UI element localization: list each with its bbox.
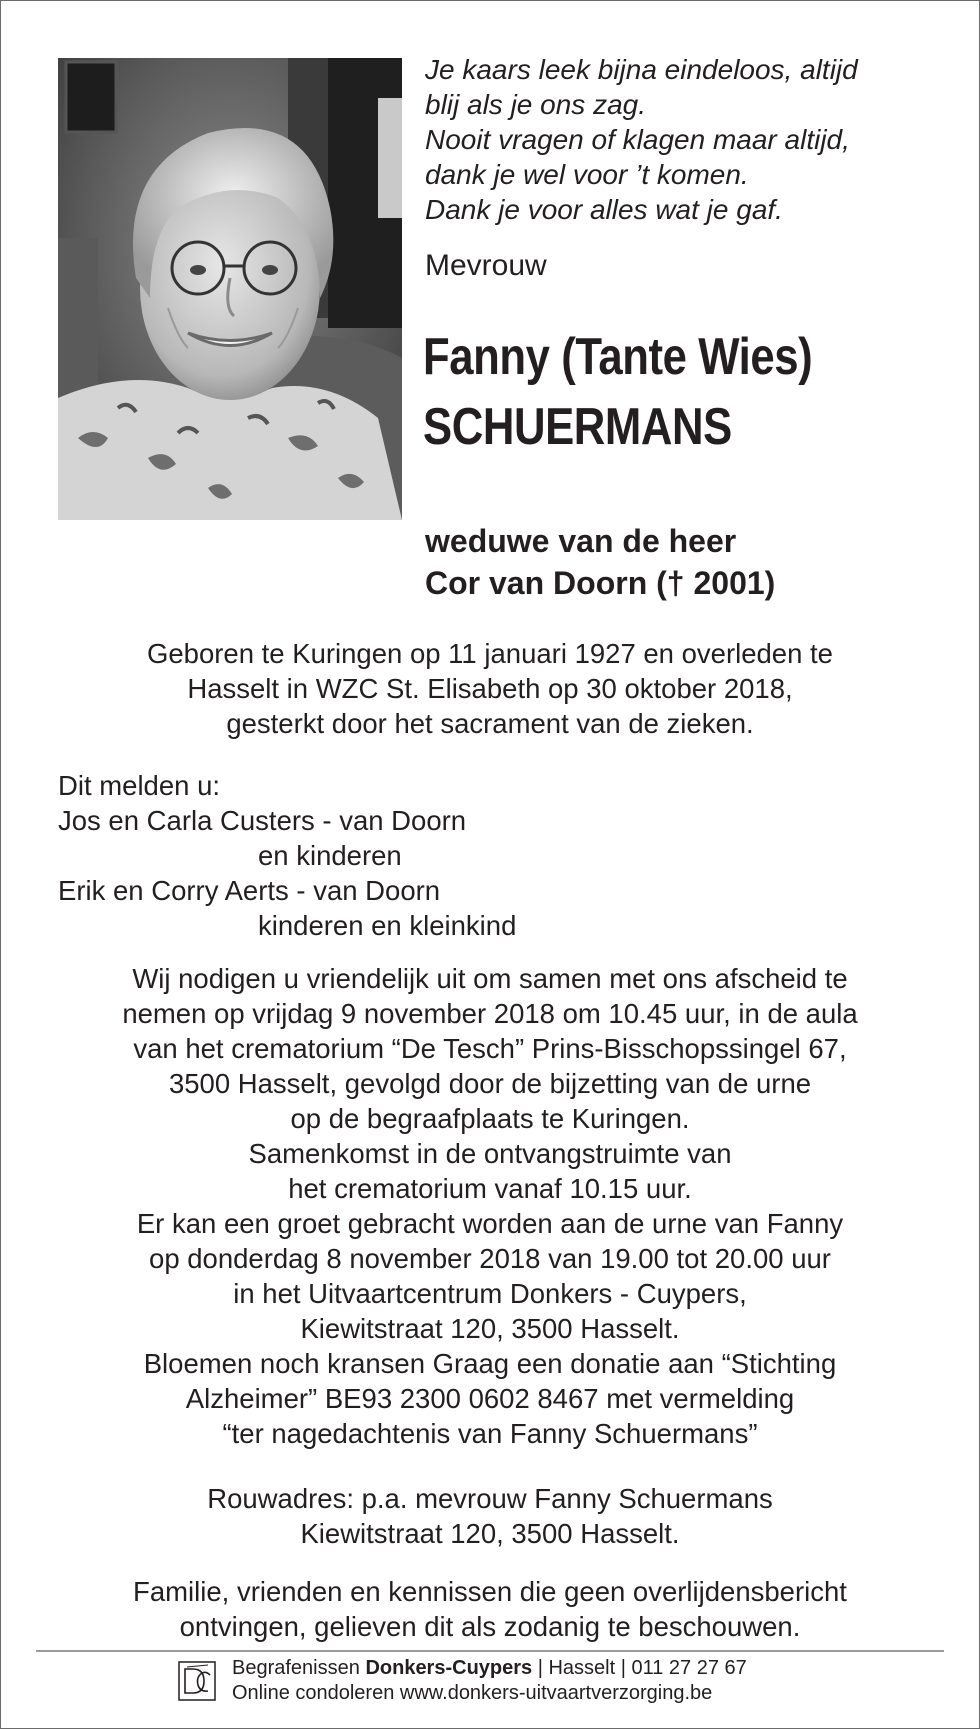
footer-location: | Hasselt | xyxy=(537,1657,626,1679)
poem-line: Je kaars leek bijna eindeloos, altijd xyxy=(425,54,858,85)
text-line: Kiewitstraat 120, 3500 Hasselt. xyxy=(300,1518,680,1549)
text-line: Rouwadres: p.a. mevrouw Fanny Schuermans xyxy=(207,1483,773,1514)
family-names: Jos en Carla Custers - van Doorn xyxy=(58,805,467,836)
spouse-name: Cor van Doorn († 2001) xyxy=(425,565,776,601)
family-descendants: kinderen en kleinkind xyxy=(258,910,517,941)
text-line: nemen op vrijdag 9 november 2018 om 10.45 uur, in de aula xyxy=(122,998,858,1029)
condolence-label: Online condoleren xyxy=(232,1682,395,1704)
text-line: 3500 Hasselt, gevolgd door de bijzetting van de urne xyxy=(168,1068,812,1099)
poem-line: dank je wel voor ’t komen. xyxy=(425,159,749,190)
poem xyxy=(425,52,945,227)
footer-text xyxy=(232,1656,747,1706)
text-line: Er kan een groet gebracht worden aan de urne van Fanny xyxy=(136,1208,844,1239)
family-announcement xyxy=(58,768,516,943)
website-link[interactable]: www.donkers-uitvaartverzorging.be xyxy=(399,1682,713,1704)
family-descendants: en kinderen xyxy=(258,840,402,871)
family-names: Erik en Corry Aerts - van Doorn xyxy=(58,875,441,906)
family-notice xyxy=(40,1574,940,1644)
birth-death-paragraph xyxy=(40,636,940,741)
text-line: Kiewitstraat 120, 3500 Hasselt. xyxy=(300,1313,680,1344)
funeral-home-line xyxy=(232,1656,747,1681)
text-line: “ter nagedachtenis van Fanny Schuermans” xyxy=(222,1418,758,1449)
poem-line: Nooit vragen of klagen maar altijd, xyxy=(425,124,850,155)
text-line: op de begraafplaats te Kuringen. xyxy=(290,1103,690,1134)
announcement-intro: Dit melden u: xyxy=(58,770,221,801)
deceased-surname: SCHUERMANS xyxy=(423,398,732,456)
text-line: Wij nodigen u vriendelijk uit om samen met ons afscheid te xyxy=(132,963,848,994)
text-line: ontvingen, gelieven dit als zodanig te beschouwen. xyxy=(179,1611,801,1642)
phone-number: 011 27 27 67 xyxy=(631,1657,747,1679)
deceased-name xyxy=(423,322,812,462)
invitation-paragraph xyxy=(40,961,940,1451)
honorific: Mevrouw xyxy=(425,249,547,282)
text-line: Alzheimer” BE93 2300 0602 8467 met vermelding xyxy=(185,1383,795,1414)
footer-prefix: Begrafenissen xyxy=(232,1657,360,1679)
widow-line: weduwe van de heer xyxy=(425,523,737,559)
mourning-address xyxy=(40,1481,940,1551)
text-line: van het crematorium “De Tesch” Prins-Bisschopssingel 67, xyxy=(133,1033,847,1064)
poem-line: blij als je ons zag. xyxy=(425,89,647,120)
portrait-photo xyxy=(58,58,402,520)
text-line: Hasselt in WZC St. Elisabeth op 30 oktober 2018, xyxy=(187,673,793,704)
text-line: in het Uitvaartcentrum Donkers - Cuypers, xyxy=(233,1278,747,1309)
text-line: Familie, vrienden en kennissen die geen overlijdensbericht xyxy=(133,1576,847,1607)
text-line: het crematorium vanaf 10.15 uur. xyxy=(288,1173,692,1204)
condolence-line xyxy=(232,1681,747,1706)
company-name: Donkers-Cuypers xyxy=(365,1657,533,1679)
text-line: Samenkomst in de ontvangstruimte van xyxy=(248,1138,732,1169)
text-line: op donderdag 8 november 2018 van 19.00 tot 20.00 uur xyxy=(149,1243,831,1274)
footer-divider xyxy=(36,1650,944,1652)
text-line: Bloemen noch kransen Graag een donatie aan “Stichting xyxy=(143,1348,837,1379)
poem-line: Dank je voor alles wat je gaf. xyxy=(425,194,783,225)
widow-of xyxy=(425,520,775,604)
deceased-first-name: Fanny (Tante Wies) xyxy=(423,328,813,386)
dc-monogram-logo xyxy=(178,1661,216,1701)
text-line: gesterkt door het sacrament van de zieken. xyxy=(226,708,754,739)
text-line: Geboren te Kuringen op 11 januari 1927 en overleden te xyxy=(147,638,833,669)
